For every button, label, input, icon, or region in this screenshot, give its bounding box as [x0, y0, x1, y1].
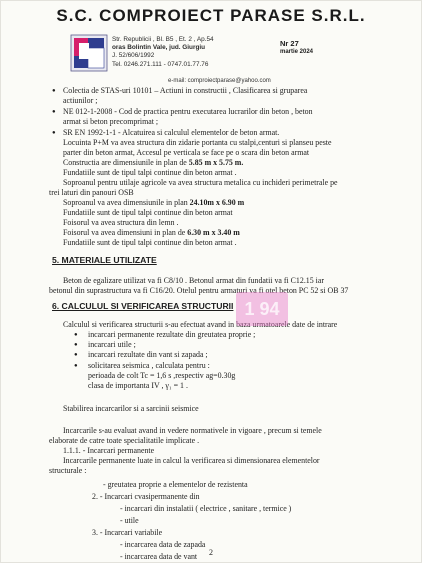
section-6-title: 6. CALCULUL SI VERIFICAREA STRUCTURII [52, 301, 234, 311]
company-logo-icon [70, 34, 108, 72]
foisor-dimensions-line [63, 228, 240, 238]
body-line-5: trei laturi din panouri OSB [49, 188, 134, 197]
section-5-title: 5. MATERIALE UTILIZATE [52, 255, 157, 265]
registration-line: J. 52/606/1992 [112, 52, 155, 60]
body-line-2: parter din beton armat, Accesul pe verticala se face pe o scara din beton armat [63, 148, 310, 157]
standard-line-3: SR EN 1992-1-1 - Alcatuirea si calculul elementelor de beton armat. [63, 128, 280, 137]
body-line-4: Soproanul pentru utilaje agricole va avea structura metalica cu inchideri perimetrale pe [63, 178, 338, 187]
input-item-1: incarcari permanente rezultate din greutatea proprie ; [88, 330, 256, 339]
installation-load-item: - incarcari din instalatii ( electrice , sanitare , termice ) [120, 504, 292, 513]
body-line-1: Locuinta P+M va avea structura din zidarie portanta cu stalpi,centuri si planseu peste [63, 138, 332, 147]
page-number: 2 [209, 548, 213, 557]
paragraph-line-3: Incarcarile permanente luate in calcul la verificarea si dimensionarea elementelor [63, 456, 320, 465]
body-line-7: Foisorul va avea structura din lemn . [63, 218, 179, 227]
standard-line-2: NE 012-1-2008 - Cod de practica pentru executarea lucrarilor din beton , beton [63, 107, 313, 116]
body-line-6: Fundatiile sunt de tipul talpi continue din beton armat [63, 208, 233, 217]
bullet-icon: ● [74, 352, 78, 358]
quasi-permanent-heading: 2. - Incarcari cvasipermanente din [92, 492, 200, 501]
bullet-icon: ● [52, 130, 56, 136]
address-line-2: oras Bolintin Vale, jud. Giurgiu [112, 44, 206, 52]
watermark-stamp: 1 94 [236, 292, 288, 326]
section-5-line-2: betonul din suprastructura va fi C16/20. Otelul pentru armaturi va fi otel beton PC 52 si OB 37 [49, 286, 349, 295]
casa-dimensions-value: 5.85 m x 5.75 m. [188, 158, 244, 167]
sopron-dimensions-value: 24.10m x 6.90 m [189, 198, 245, 207]
section-6-intro: Calculul si verificarea structurii s-au efectuat avand in baza urmatoarele date de intrare [63, 320, 338, 329]
bullet-icon: ● [74, 363, 78, 369]
permanent-load-item: - greutatea proprie a elementelor de rezistenta [103, 480, 248, 489]
address-line-1: Str. Republicii , Bl. B5 , Et. 2 , Ap.54 [112, 36, 214, 43]
variable-loads-heading: 3. - Incarcari variabile [92, 528, 163, 537]
casa-dimensions-prefix: Constructia are dimensiunile in plan de [63, 158, 189, 167]
body-line-3: Fundatiile sunt de tipul talpi continue din beton armat . [63, 168, 237, 177]
document-number: Nr 27 [280, 39, 299, 48]
company-info [112, 36, 214, 69]
seismic-line-2: clasa de importanta IV , γ₁ = 1 . [88, 381, 188, 390]
stabilirea-heading: Stabilirea incarcarilor si a sarcinii seismice [63, 404, 199, 413]
body-line-8: Fundatiile sunt de tipul talpi continue din beton armat . [63, 238, 237, 247]
paragraph-line-2: elaborate de catre toate specialitatile implicate . [49, 436, 200, 445]
company-title: S.C. COMPROIECT PARASE S.R.L. [56, 6, 366, 25]
permanent-loads-heading: 1.1.1. - Incarcari permanente [63, 446, 155, 455]
document-number-block [280, 39, 313, 55]
foisor-dimensions-value: 6.30 m x 3.40 m [187, 228, 240, 237]
input-item-4: solicitarea seismica , calculata pentru : [88, 361, 210, 370]
sopron-dimensions-line [63, 198, 244, 208]
bullet-icon: ● [52, 109, 56, 115]
seismic-line-1: perioada de colt Tc = 1,6 s ,respectiv ag=0.30g [88, 371, 236, 380]
standard-line-1: Colectia de STAS-uri 10101 – Actiuni in constructii , Clasificarea si gruparea [63, 86, 308, 95]
bullet-icon: ● [52, 88, 56, 94]
company-email: e-mail: comproiectparase@yahoo.com [168, 78, 271, 84]
bullet-icon: ● [74, 332, 78, 338]
phone-line: Tel. 0246.271.111 - 0747.01.77.76 [112, 60, 209, 68]
foisor-dimensions-prefix: Foisorul va avea dimensiuni in plan de [63, 228, 188, 237]
bullet-icon: ● [74, 342, 78, 348]
input-item-2: incarcari utile ; [88, 340, 136, 349]
utile-load-item: - utile [120, 516, 139, 525]
paragraph-line-4: structurale : [49, 466, 87, 475]
wind-load-item: - incarcarea data de vant [120, 552, 198, 561]
section-5-line-1: Beton de egalizare utilizat va fi C8/10 . Betonul armat din fundatii va fi C12.15 iar [63, 276, 324, 285]
input-item-3: incarcari rezultate din vant si zapada ; [88, 350, 208, 359]
document-date: martie 2024 [280, 49, 314, 55]
paragraph-line-1: Incarcarile s-au evaluat avand in vedere normativele in vigoare , precum si temele [63, 426, 322, 435]
casa-dimensions-line [63, 158, 243, 168]
standard-line-1-cont: actiunilor ; [63, 96, 98, 105]
sopron-dimensions-prefix: Soproanul va avea dimensiunile in plan [63, 198, 190, 207]
snow-load-item: - incarcarea data de zapada [120, 540, 206, 549]
standard-line-2-cont: armat si beton precomprimat ; [63, 117, 159, 126]
